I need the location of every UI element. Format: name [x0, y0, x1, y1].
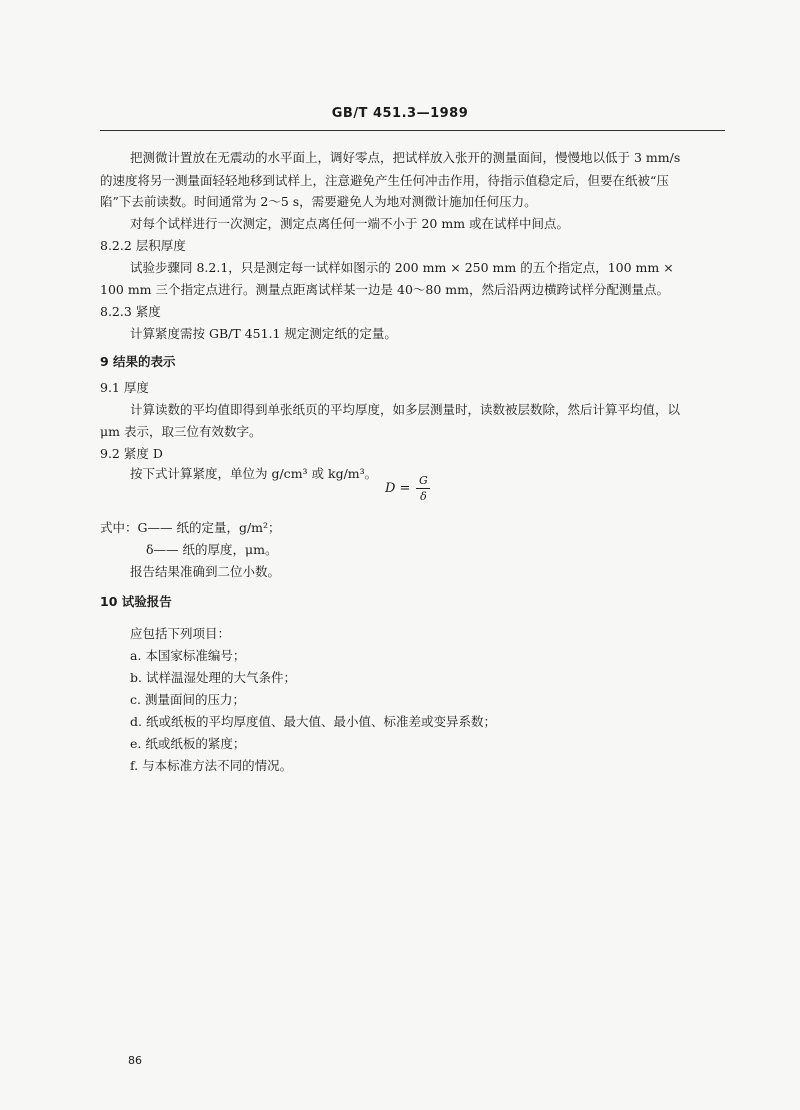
paragraph-line: 100 mm 三个指定点进行。测量点距离试样某一边是 40～80 mm，然后沿两边横跨试样分配测量点。	[100, 282, 669, 297]
paragraph-line: 的速度将另一测量面轻轻地移到试样上，注意避免产生任何冲击作用，待指示值稳定后，但要在纸被“压	[100, 173, 669, 188]
header-rule	[100, 130, 725, 131]
formula-denominator: δ	[420, 490, 427, 503]
list-item: c. 测量面间的压力；	[130, 692, 245, 707]
formula-where-line: δ—— 纸的厚度，μm。	[146, 542, 278, 557]
paragraph-line: 应包括下列项目：	[130, 626, 231, 641]
page-number: 86	[128, 1054, 142, 1067]
formula-fraction	[416, 474, 430, 503]
paragraph-line: 陷”下去前读数。时间通常为 2～5 s，需要避免人为地对测微计施加任何压力。	[100, 194, 537, 209]
formula-lhs: D =	[385, 481, 411, 496]
list-item: e. 纸或纸板的紧度；	[130, 736, 246, 751]
paragraph-line: 试验步骤同 8.2.1，只是测定每一试样如图示的 200 mm × 250 mm 的五个指定点，100 mm ×	[130, 260, 674, 275]
paragraph-line: 计算紧度需按 GB/T 451.1 规定测定纸的定量。	[130, 326, 397, 341]
section-heading-8-2-3: 8.2.3 紧度	[100, 304, 161, 319]
section-heading-8-2-2: 8.2.2 层积厚度	[100, 238, 186, 253]
paragraph-line: 按下式计算紧度，单位为 g/cm³ 或 kg/m³。	[130, 466, 378, 481]
formula-where-line: 式中：G—— 纸的定量，g/m²；	[100, 520, 281, 535]
paragraph-line: 计算读数的平均值即得到单张纸页的平均厚度，如多层测量时，读数被层数除，然后计算平均值，以	[130, 402, 681, 417]
paragraph-line: 把测微计置放在无震动的水平面上，调好零点，把试样放入张开的测量面间，慢慢地以低于 3 mm/s	[130, 150, 681, 165]
list-item: d. 纸或纸板的平均厚度值、最大值、最小值、标准差或变异系数；	[130, 714, 496, 729]
document-header: GB/T 451.3—1989	[331, 106, 469, 121]
fraction-bar	[416, 488, 430, 489]
section-heading-9-1: 9.1 厚度	[100, 380, 149, 395]
list-item: a. 本国家标准编号；	[130, 648, 246, 663]
section-heading-9: 9 结果的表示	[100, 354, 176, 369]
formula-numerator: G	[419, 474, 428, 487]
list-item: b. 试样温湿处理的大气条件；	[130, 670, 296, 685]
section-heading-10: 10 试验报告	[100, 594, 172, 609]
paragraph-line: μm 表示，取三位有效数字。	[100, 424, 262, 439]
density-formula	[385, 474, 430, 503]
paragraph-line: 对每个试样进行一次测定，测定点离任何一端不小于 20 mm 或在试样中间点。	[130, 216, 570, 231]
list-item: f. 与本标准方法不同的情况。	[130, 758, 293, 773]
paragraph-line: 报告结果准确到二位小数。	[130, 564, 281, 579]
section-heading-9-2: 9.2 紧度 D	[100, 446, 163, 461]
